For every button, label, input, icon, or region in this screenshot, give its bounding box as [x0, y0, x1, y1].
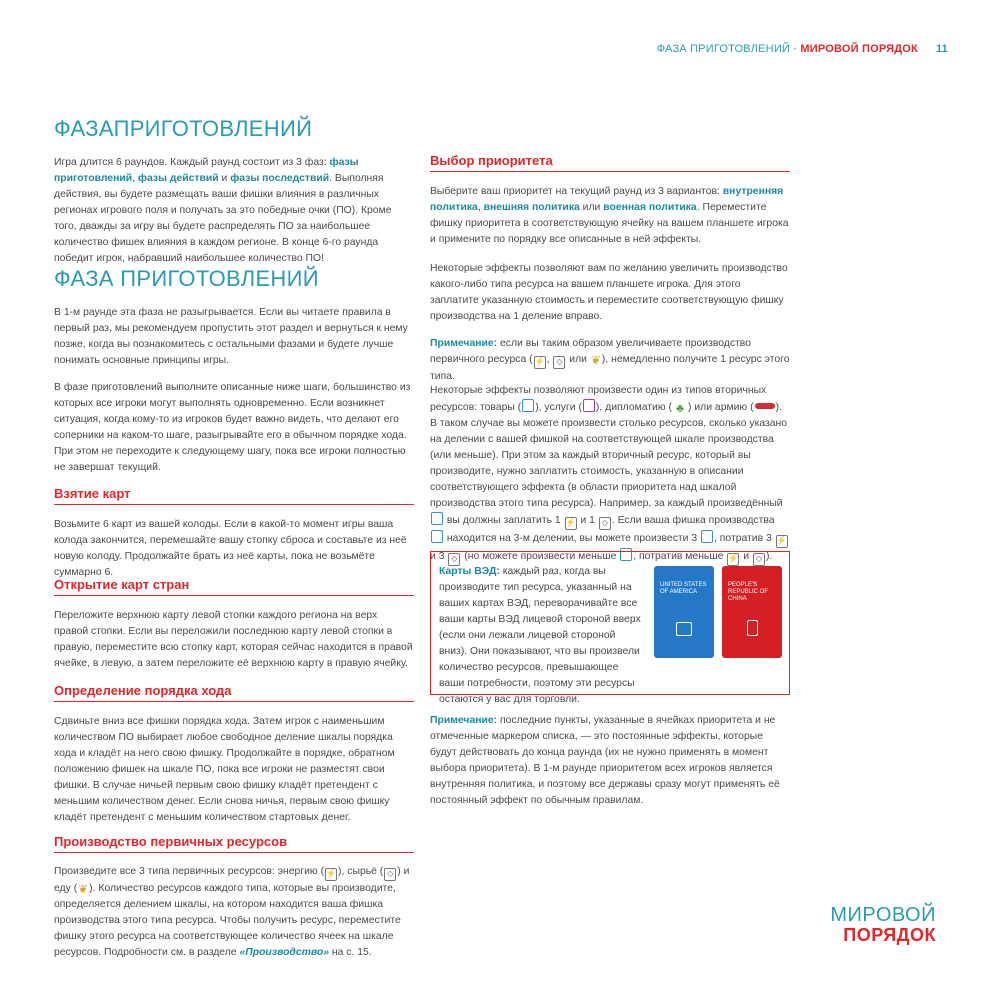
keyword-consequence-phase: фазы последствий — [230, 173, 330, 184]
heading-choose-priority: Выбор приоритета — [430, 153, 790, 172]
page-number: 11 — [935, 43, 948, 55]
paragraph-primary-production: Произведите все 3 типа первичных ресурсов: энергию ( ⚡ ), сырьё ( ◇ ) и еду (❦). Количество ресурсов каждого типа, которые вы производите, определяется делением шкалы, на котором находится ваша фишка производства этого типа ресурса. Чтобы получить ресурс, переместите фишку этого ресурса на соответствующее количество ячеек на шкале ресурсов. Подробности см. в разделе «Производство» на с. 15. — [54, 866, 410, 958]
callout-label: Карты ВЭД: — [439, 566, 500, 577]
paragraph-turn-order: Сдвиньте вниз все фишки порядка хода. Затем игрок с наименьшим количеством ПО выбирает любое свободное деление шкалы порядка хода и кладёт на него свою фишку. Продолжайте в порядке, обратном положению фишек на шкале ПО, пока все игроки не разместят свои фишки. В случае ничьей первым свою фишку кладёт претендент с меньшим количеством денег. Если снова ничья, первым свою фишку кладёт претендент с меньшим количеством стартовых денег. — [54, 716, 395, 823]
keyword-domestic-policy: внутренняя политика — [430, 186, 784, 213]
paragraph-steps: В фазе приготовлений выполните описанные ниже шаги, большинство из которых все игроки могут выполнять одновременно. Если возникнет ситуация, когда кому-то из игроков будет важно видеть, что делают его соперники на каком-то шаге, разыгрывайте его в обычном порядке хода. При этом не переходите к следующему шагу, пока все игроки полностью не завершат текущий. — [54, 382, 411, 473]
callout-text: Карты ВЭД: каждый раз, когда вы производите тип ресурса, указанный на ваших картах ВЭД, переворачивайте все ваши карты ВЭД лицевой стороной вверх (если они лежали лицевой стороной вниз). Они показывают, что вы произвели количество ресурсов, превышающее ваши потребности, поэтому эти ресурсы остаются у вас для торговли. — [439, 566, 641, 705]
note-label: Примечание: — [430, 338, 498, 349]
section-title: ФАЗА ПРИГОТОВЛЕНИЙ — [54, 266, 319, 291]
diplomacy-icon: ♣ — [676, 401, 684, 415]
heading-draw-cards: Взятие карт — [54, 486, 414, 505]
link-production[interactable]: «Производство» — [239, 947, 330, 958]
services-icon — [583, 399, 595, 412]
army-icon — [755, 403, 775, 409]
raw-materials-icon: ◇ — [553, 356, 565, 369]
paragraph-choose-priority: Выберите ваш приоритет на текущий раунд из 3 вариантов: внутренняя политика, внешняя политика или военная политика. Переместите фишку приоритета в соответствующую ячейку на вашем планшете игрока и примените по порядку все описанные в ней эффекты. — [430, 186, 789, 245]
keyword-military-policy: военная политика — [603, 202, 697, 213]
paragraph-first-round: В 1-м раунде эта фаза не разыгрывается. Если вы читаете правила в первый раз, мы рекомендуем пропустить этот раздел и вернуться к нему позже, когда вы познакомитесь с остальными фазами и будете лучше понимать основные принципы игры. — [54, 307, 408, 366]
food-icon: ❦ — [78, 882, 89, 896]
energy-icon: ⚡ — [776, 535, 788, 548]
logo-line-2: ПОРЯДОК — [843, 925, 936, 945]
phone-icon — [747, 620, 758, 636]
energy-icon: ⚡ — [565, 517, 577, 530]
paragraph-draw-cards: Возьмите 6 карт из вашей колоды. Если в какой-то момент игры ваша колода закончится, перемешайте вашу стопку сброса и составьте из неё новую колоду. Продолжайте брать из неё карты, пока не возьмёте суммарно 6. — [54, 519, 407, 578]
briefcase-icon — [676, 622, 692, 636]
note-permanent-effects: Примечание: последние пункты, указанные в ячейках приоритета и не отмеченные маркером списка, — это постоянные эффекты, которые будут действовать до конца раунда (их не нужно применять в момент выбора приоритета). В 1-м раунде приоритетом всех игроков является внутренняя политика, и поэтому все державы сразу могут применять её постоянный эффект по обычным правилам. — [430, 715, 780, 806]
note-primary-resource: Примечание: если вы таким образом увеличиваете производство первичного ресурса ( ⚡ , ◇ или ❦), немедленно получите 1 ресурс этого типа. — [430, 338, 790, 382]
raw-materials-icon: ◇ — [384, 868, 396, 881]
energy-icon: ⚡ — [727, 553, 739, 566]
goods-icon — [431, 512, 443, 525]
china-trade-card — [722, 566, 782, 658]
heading-reveal-country-cards: Открытие карт стран — [54, 577, 414, 596]
paragraph-reveal-country-cards: Переложите верхнюю карту левой стопки каждого региона на верх правой стопки. Если вы переложили последнюю карту левой стопки в правую, переместите всю стопку карт, которая сейчас находится в правой ячейке, в левую, а затем переложите её верхнюю карту в правую ячейку. — [54, 610, 413, 669]
goods-icon — [431, 530, 443, 543]
food-icon: ❦ — [590, 353, 601, 367]
running-header — [657, 43, 948, 55]
goods-icon — [701, 530, 713, 543]
usa-card-title: UNITED STATES OF AMERICA — [660, 582, 707, 595]
game-logo — [830, 905, 936, 945]
paragraph-increase-production: Некоторые эффекты позволяют вам по желанию увеличить производство какого-либо типа ресурса на вашем планшете игрока. Для этого заплатите указанную стоимость и переместите соответствующую фишку производства на 1 деление вправо. — [430, 263, 788, 322]
goods-icon — [522, 399, 534, 412]
logo-line-1: МИРОВОЙ — [830, 904, 936, 926]
energy-icon: ⚡ — [325, 868, 337, 881]
heading-primary-production: Производство первичных ресурсов — [54, 834, 414, 853]
raw-materials-icon: ◇ — [599, 517, 611, 530]
keyword-foreign-policy: внешняя политика — [483, 202, 580, 213]
keyword-action-phase: фазы действий — [137, 173, 219, 184]
heading-turn-order: Определение порядка хода — [54, 683, 414, 702]
raw-materials-icon: ◇ — [753, 553, 765, 566]
page-title: ФАЗАПРИГОТОВЛЕНИЙ — [54, 116, 313, 141]
note-label: Примечание: — [430, 715, 498, 726]
header-separator: · — [790, 43, 801, 55]
intro-paragraph: Игра длится 6 раундов. Каждый раунд состоит из 3 фаз: фазы приготовлений, фазы действий и фазы последствий. Выполняя действия, вы будете размещать ваши фишки влияния в различных регионах игрового поля и получать за это победные очки (ПО). Кроме того, дважды за игру вы будете распределять ПО за наибольшее количество фишек влияния в каждом регионе. В конце 6-го раунда победит игрок, набравший наибольшее количество ПО! — [54, 157, 392, 264]
header-game-title: МИРОВОЙ ПОРЯДОК — [800, 43, 918, 55]
header-phase: ФАЗА ПРИГОТОВЛЕНИЙ — [656, 43, 791, 55]
paragraph-secondary-resources: Некоторые эффекты позволяют произвести один из типов вторичных ресурсов: товары ( ), услуги ( ), дипломатию ( ♣ ) или армию ( ). В таком случае вы можете произвести столько ресурсов, сколько указано на делении с вашей фишкой на соответствующей шкале производства (или меньше). При этом за каждый вторичный ресурс, который вы производите, нужно заплатить стоимость, указанную в описании соответствующего эффекта (в области приоритета над шкалой производства этого типа ресурса). Например, за каждый произведённый вы должны заплатить 1 ⚡ и 1 ◇ . Если ваша фишка производства находится на 3-м делении, вы можете произвести 3 , потратив 3 ⚡ и 3 ◇ (но можете произвести меньше , потратив меньше ⚡ и ◇ ). — [430, 383, 790, 566]
energy-icon: ⚡ — [534, 356, 546, 369]
raw-materials-icon: ◇ — [448, 553, 460, 566]
keyword-preparation-phase: фазы приготовлений — [54, 157, 359, 184]
callout-trade-cards — [430, 551, 790, 705]
china-card-title: PEOPLE'S REPUBLIC OF CHINA — [728, 582, 769, 602]
usa-trade-card — [654, 566, 714, 658]
